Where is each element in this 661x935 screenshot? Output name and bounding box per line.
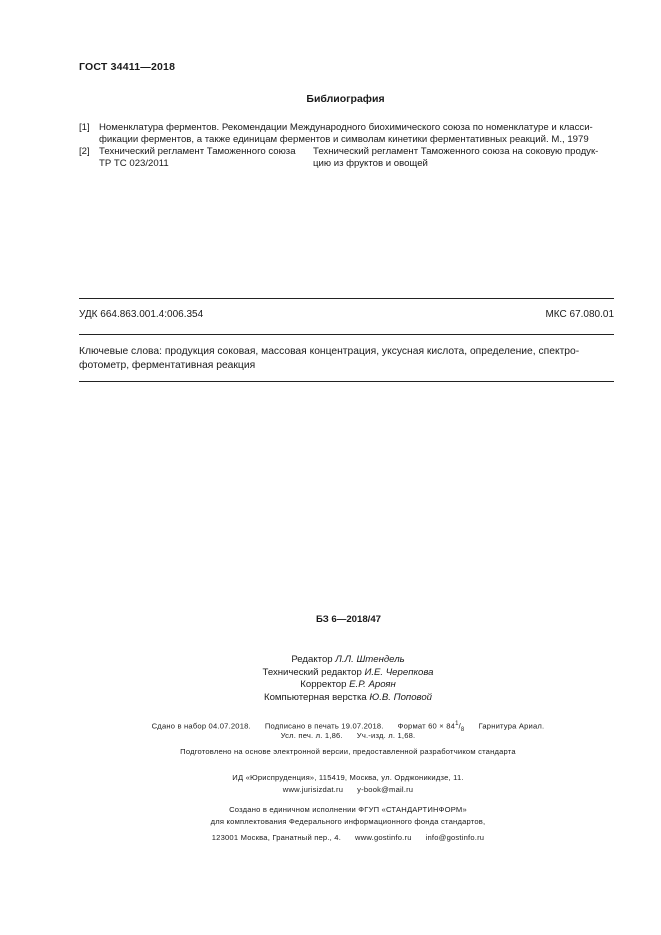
publisher-info: ИД «Юриспруденция», 115419, Москва, ул. Орджоникидзе, 11. www.jurisizdat.ru y-book@mail.ru [232,773,464,794]
reference-source-line: ТР ТС 023/2011 [99,158,169,169]
keywords [79,345,615,372]
reference-text-line: фикации ферментов, а также единицам ферментов и символам кинетики ферментативных реакций. М., 1979 [99,134,589,145]
credit-editor: Редактор Л.Л. Штендель [291,654,405,665]
reference-text-line: Технический регламент Таможенного союза на соковую продук- [313,146,599,157]
reference-number: [2] [79,146,90,157]
credit-proofreader: Корректор Е.Р. Ароян [300,679,396,690]
credit-tech-editor: Технический редактор И.Е. Черепкова [262,666,434,678]
bz-number: БЗ 6—2018/47 [315,614,382,625]
reference-2 [79,146,619,170]
bibliography-title: Библиография [306,93,385,105]
creator-info: Создано в единичном исполнении ФГУП «СТАНДАРТИНФОРМ» для комплектования Федерального информационного фонда стандартов, 123001 Москва, Гранатный пер., 4. www.gostinfo.ru info@gostinfo.ru [210,805,486,842]
credits [0,654,661,704]
imprint-line-2: Усл. печ. л. 1,86. Уч.-изд. л. 1,68. [280,731,416,740]
divider-top [79,298,614,299]
divider-middle [79,334,614,335]
gostinfo-email-link[interactable]: info@gostinfo.ru [425,833,485,842]
publisher-email-link[interactable]: y-book@mail.ru [357,785,414,794]
udk-code: УДК 664.863.001.4:006.354 [79,309,204,320]
divider-bottom [79,381,614,382]
reference-1 [79,122,619,146]
document-code: ГОСТ 34411—2018 [79,61,176,73]
credit-layout: Компьютерная верстка Ю.В. Поповой [264,691,432,703]
publisher-site-link[interactable]: www.jurisizdat.ru [282,785,344,794]
reference-number: [1] [79,122,90,133]
keywords-line: фотометр, ферментативная реакция [79,359,256,371]
reference-text-line: Номенклатура ферментов. Рекомендации Международного биохимического союза по номенклатуре и класси- [99,122,593,133]
reference-text-line: цию из фруктов и овощей [313,158,428,169]
gostinfo-site-link[interactable]: www.gostinfo.ru [355,833,412,842]
reference-source-line: Технический регламент Таможенного союза [99,146,296,157]
mks-code: МКС 67.080.01 [545,309,614,320]
imprint-line-1: Сдано в набор 04.07.2018. Подписано в печать 19.07.2018. Формат $60 \times 84^1/_8$ Гарнитура Ариал. [151,721,545,734]
keywords-line: Ключевые слова: продукция соковая, массовая концентрация, уксусная кислота, определение, спектро- [79,346,580,357]
prepared-note: Подготовлено на основе электронной версии, предоставленной разработчиком стандарта [180,747,516,756]
